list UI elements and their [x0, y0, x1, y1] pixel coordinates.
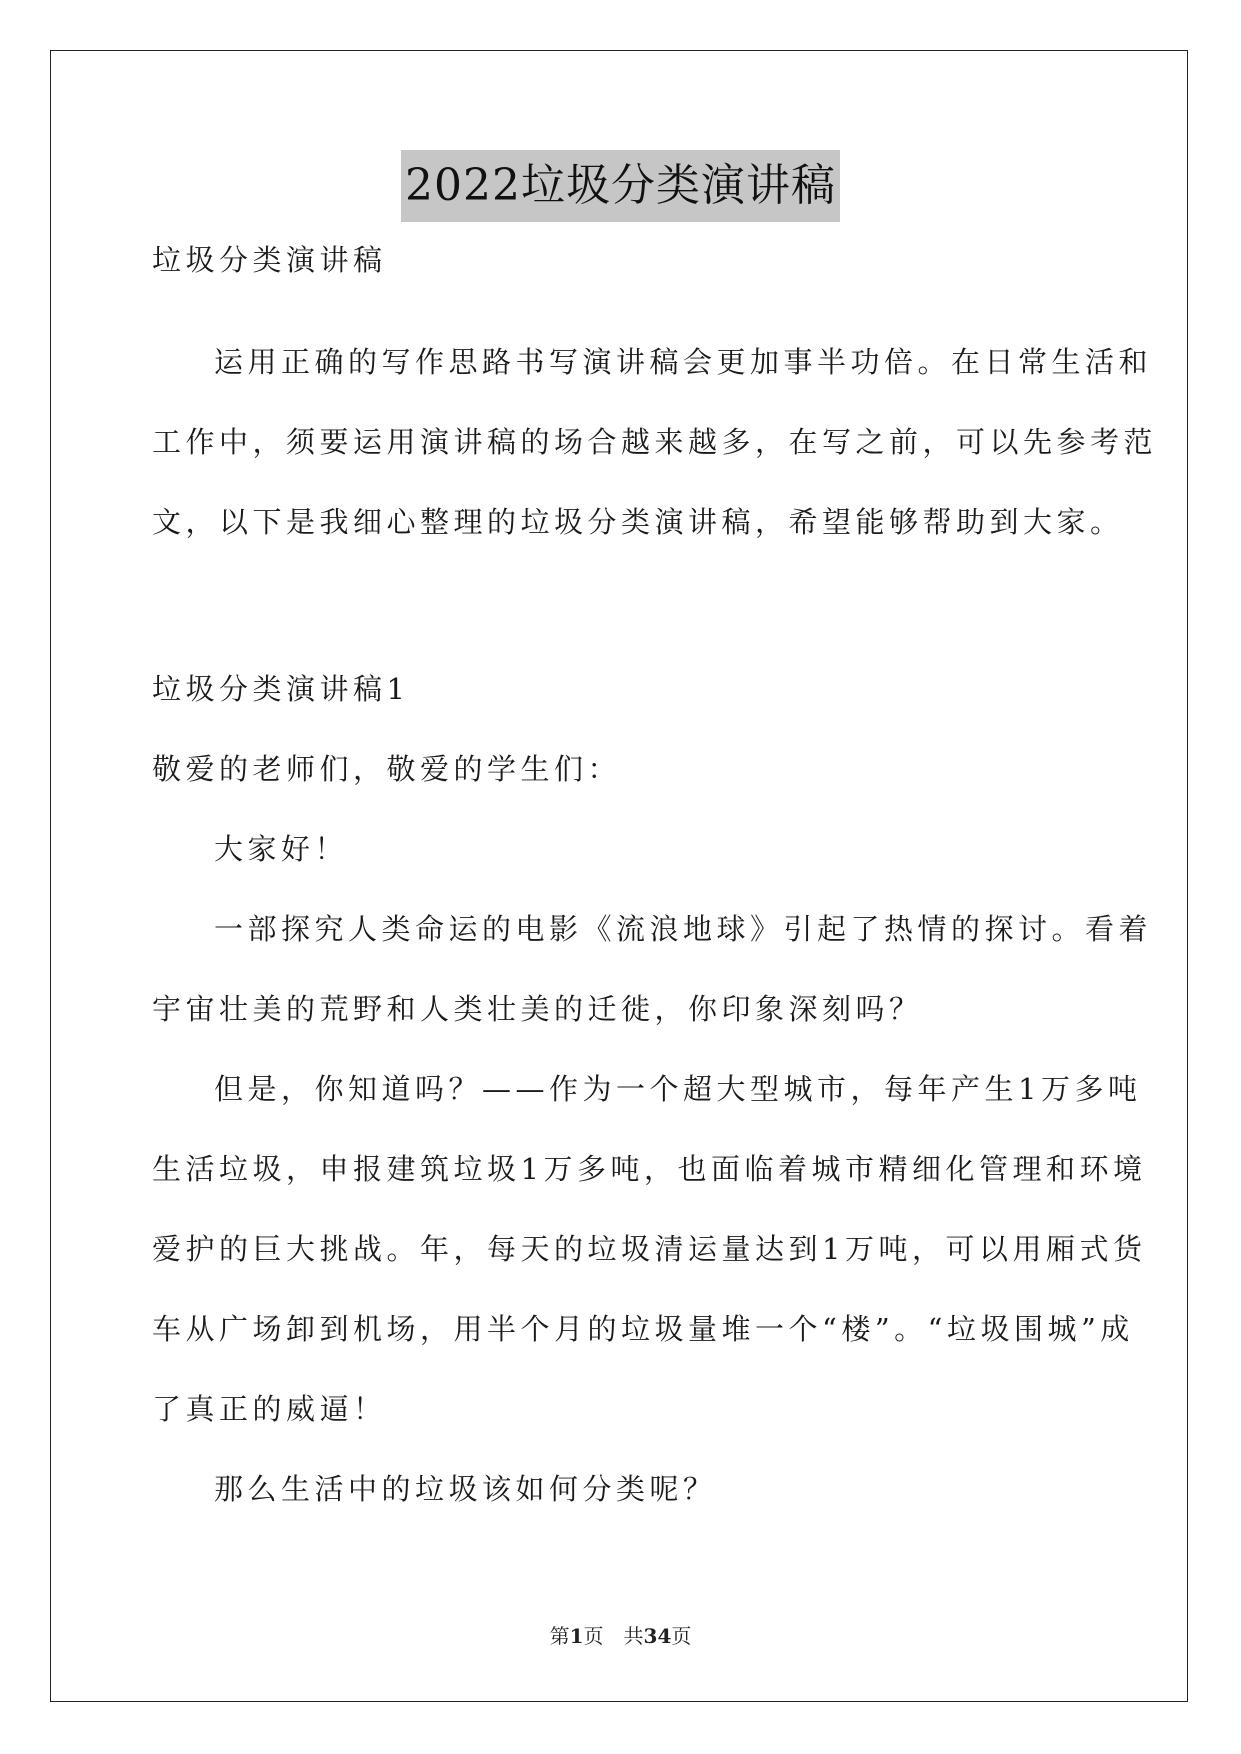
subtitle-line: 垃圾分类演讲稿	[152, 243, 387, 277]
paragraph-line: 生活垃圾，申报建筑垃圾1万多吨，也面临着城市精细化管理和环境	[152, 1152, 1147, 1186]
footer-suffix: 页	[671, 1624, 692, 1648]
title-container	[0, 150, 1241, 222]
page-border	[50, 50, 1188, 1702]
salutation-line: 敬爱的老师们，敬爱的学生们：	[152, 752, 622, 786]
section-heading: 垃圾分类演讲稿1	[152, 672, 410, 706]
footer-middle: 页 共	[583, 1624, 644, 1648]
paragraph-line: 工作中，须要运用演讲稿的场合越来越多，在写之前，可以先参考范	[152, 425, 1158, 459]
footer-prefix: 第	[549, 1624, 570, 1648]
paragraph-line: 爱护的巨大挑战。年，每天的垃圾清运量达到1万吨，可以用厢式货	[152, 1232, 1147, 1266]
paragraph-line: 文，以下是我细心整理的垃圾分类演讲稿，希望能够帮助到大家。	[152, 505, 1124, 539]
document-title: 2022垃圾分类演讲稿	[401, 150, 840, 222]
paragraph-line: 运用正确的写作思路书写演讲稿会更加事半功倍。在日常生活和	[214, 345, 1153, 379]
paragraph-line: 了真正的威逼！	[152, 1392, 387, 1426]
paragraph-line: 一部探究人类命运的电影《流浪地球》引起了热情的探讨。看着	[214, 912, 1153, 946]
page-number-footer	[0, 1623, 1241, 1649]
paragraph-line: 车从广场卸到机场，用半个月的垃圾量堆一个“楼”。“垃圾围城”成	[152, 1312, 1134, 1346]
paragraph-line: 但是，你知道吗？——作为一个超大型城市，每年产生1万多吨	[214, 1072, 1142, 1106]
paragraph-line: 宇宙壮美的荒野和人类壮美的迁徙，你印象深刻吗？	[152, 992, 923, 1026]
paragraph-line: 那么生活中的垃圾该如何分类呢？	[214, 1472, 717, 1506]
total-page-count: 34	[643, 1624, 672, 1648]
greeting-line: 大家好！	[214, 832, 349, 866]
current-page-number: 1	[569, 1624, 584, 1648]
